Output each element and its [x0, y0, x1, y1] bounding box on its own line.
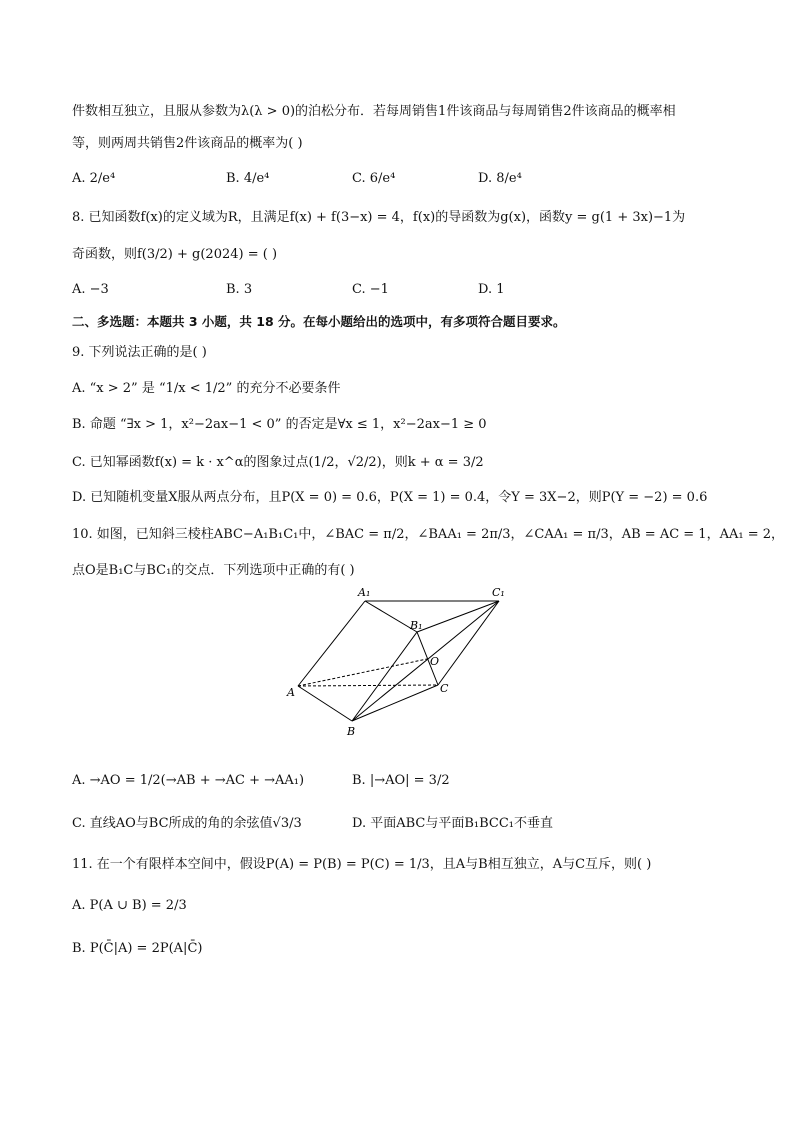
q7-option-c: C. 6/e⁴ [352, 171, 396, 186]
q9-option-d: D. 已知随机变量X服从两点分布，且P(X = 0) = 0.6，P(X = 1) = 0.4，令Y = 3X−2，则P(Y = −2) = 0.6 [72, 490, 708, 505]
prism-figure [285, 582, 510, 742]
label-a1: A₁ [358, 586, 371, 599]
q7-stem-line1: 件数相互独立，且服从参数为λ(λ > 0)的泊松分布．若每周销售1件该商品与每周销售2件该商品的概率相 [72, 104, 676, 119]
q7-option-d: D. 8/e⁴ [478, 171, 522, 186]
q8-option-b: B. 3 [226, 282, 253, 297]
q10-stem-line2: 点O是B₁C与BC₁的交点．下列选项中正确的有( ) [72, 563, 355, 578]
q10-option-a: A. →AO = 1/2(→AB + →AC + →AA₁) [72, 773, 305, 788]
q11-option-a: A. P(A ∪ B) = 2/3 [72, 898, 187, 913]
q8-option-c: C. −1 [352, 282, 389, 297]
q8-option-d: D. 1 [478, 282, 505, 297]
label-c1: C₁ [492, 586, 505, 599]
section-heading: 二、多选题：本题共 3 小题，共 18 分。在每小题给出的选项中，有多项符合题目要求。 [72, 314, 566, 329]
q9-option-a: A. “x > 2” 是 “1/x < 1/2” 的充分不必要条件 [72, 381, 341, 396]
q7-stem-line2: 等，则两周共销售2件该商品的概率为( ) [72, 136, 303, 151]
q10-option-d: D. 平面ABC与平面B₁BCC₁不垂直 [352, 816, 554, 831]
label-o: O [430, 655, 440, 668]
q10-option-b: B. |→AO| = 3/2 [352, 773, 450, 788]
q11-option-b: B. P(C̄|A) = 2P(A|C̄) [72, 941, 203, 956]
q7-option-a: A. 2/e⁴ [72, 171, 116, 186]
q10-stem-line1: 10. 如图，已知斜三棱柱ABC−A₁B₁C₁中，∠BAC = π/2，∠BAA₁ = 2π/3，∠CAA₁ = π/3，AB = AC = 1，AA₁ = 2， [72, 527, 784, 542]
label-b1: B₁ [410, 619, 423, 632]
q9-option-c: C. 已知幂函数f(x) = k · x^α的图象过点(1/2，√2/2)，则k + α = 3/2 [72, 455, 484, 470]
q8-stem-line1: 8. 已知函数f(x)的定义域为R，且满足f(x) + f(3−x) = 4，f(x)的导函数为g(x)，函数y = g(1 + 3x)−1为 [72, 210, 686, 225]
label-a: A [287, 686, 295, 699]
q10-option-c: C. 直线AO与BC所成的角的余弦值√3/3 [72, 816, 302, 831]
label-c: C [440, 682, 449, 695]
q7-option-b: B. 4/e⁴ [226, 171, 270, 186]
q9-stem: 9. 下列说法正确的是( ) [72, 345, 207, 360]
q9-option-b: B. 命题 “∃x > 1，x²−2ax−1 < 0” 的否定是∀x ≤ 1，x²−2ax−1 ≥ 0 [72, 417, 487, 432]
q11-stem: 11. 在一个有限样本空间中，假设P(A) = P(B) = P(C) = 1/3，且A与B相互独立，A与C互斥，则( ) [72, 857, 652, 872]
label-b: B [347, 725, 356, 738]
q8-stem-line2: 奇函数，则f(3/2) + g(2024) = ( ) [72, 247, 278, 262]
q8-option-a: A. −3 [72, 282, 109, 297]
